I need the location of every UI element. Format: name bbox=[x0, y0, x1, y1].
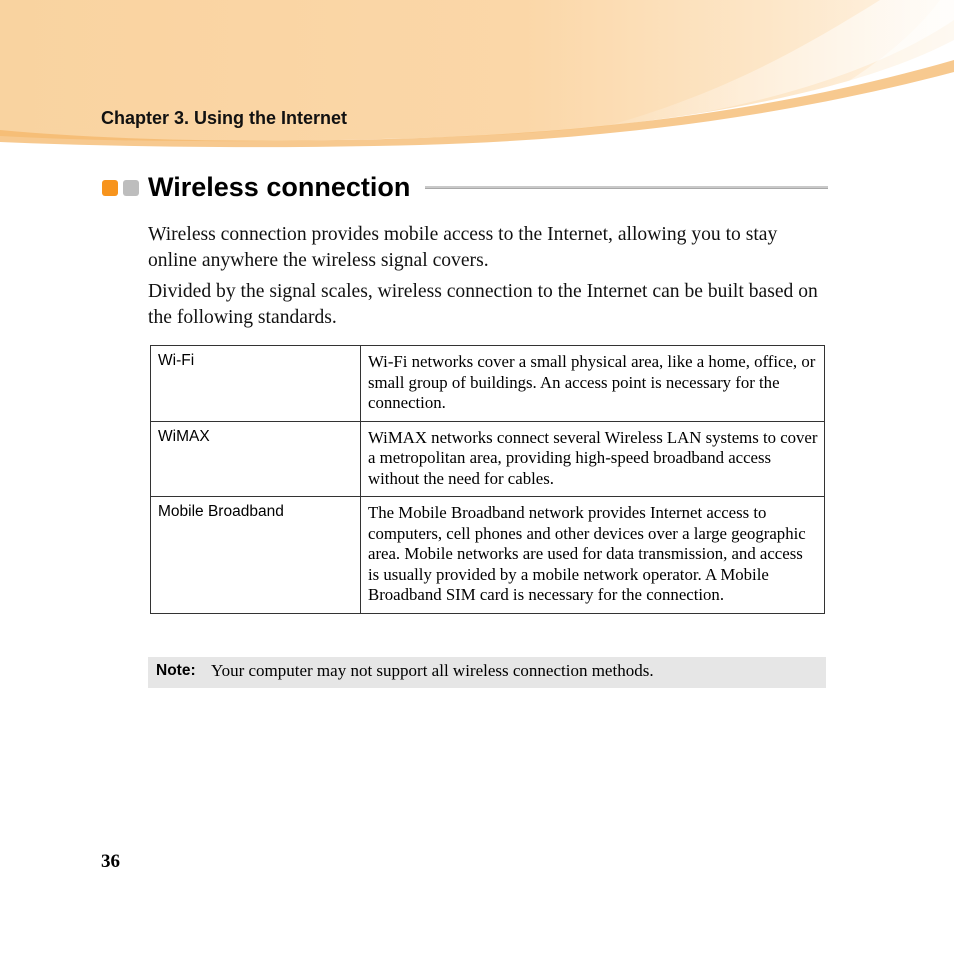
standards-table bbox=[150, 345, 825, 614]
standard-name: Mobile Broadband bbox=[151, 497, 361, 614]
section-heading bbox=[101, 170, 828, 204]
table-row bbox=[151, 497, 825, 614]
chapter-title: Chapter 3. Using the Internet bbox=[101, 108, 348, 128]
heading-rule bbox=[425, 186, 828, 189]
page-number: 36 bbox=[101, 851, 120, 872]
standard-description: The Mobile Broadband network provides Internet access to computers, cell phones and other devices over a large geographic area. Mobile networks are used for data transmission, and access is usually provided by a mobile network operator. A Mobile Broadband SIM card is necessary for the connection. bbox=[361, 497, 825, 614]
note-box bbox=[148, 657, 826, 688]
note-text: Your computer may not support all wireless connection methods. bbox=[211, 661, 654, 680]
standards-paragraph: Divided by the signal scales, wireless connection to the Internet can be built based on the following standards. bbox=[148, 281, 818, 328]
table-row bbox=[151, 346, 825, 422]
intro-paragraph: Wireless connection provides mobile access to the Internet, allowing you to stay online anywhere the wireless signal covers. bbox=[148, 224, 778, 271]
table-row bbox=[151, 421, 825, 497]
standard-description: Wi-Fi networks cover a small physical area, like a home, office, or small group of buildings. An access point is necessary for the connection. bbox=[361, 346, 825, 422]
two-square-bullets-icon bbox=[101, 179, 141, 197]
standard-name: Wi-Fi bbox=[151, 346, 361, 422]
section-title: Wireless connection bbox=[148, 172, 411, 202]
note-label: Note: bbox=[156, 662, 196, 679]
standard-name: WiMAX bbox=[151, 421, 361, 497]
standard-description: WiMAX networks connect several Wireless LAN systems to cover a metropolitan area, providing high-speed broadband access without the need for cables. bbox=[361, 421, 825, 497]
